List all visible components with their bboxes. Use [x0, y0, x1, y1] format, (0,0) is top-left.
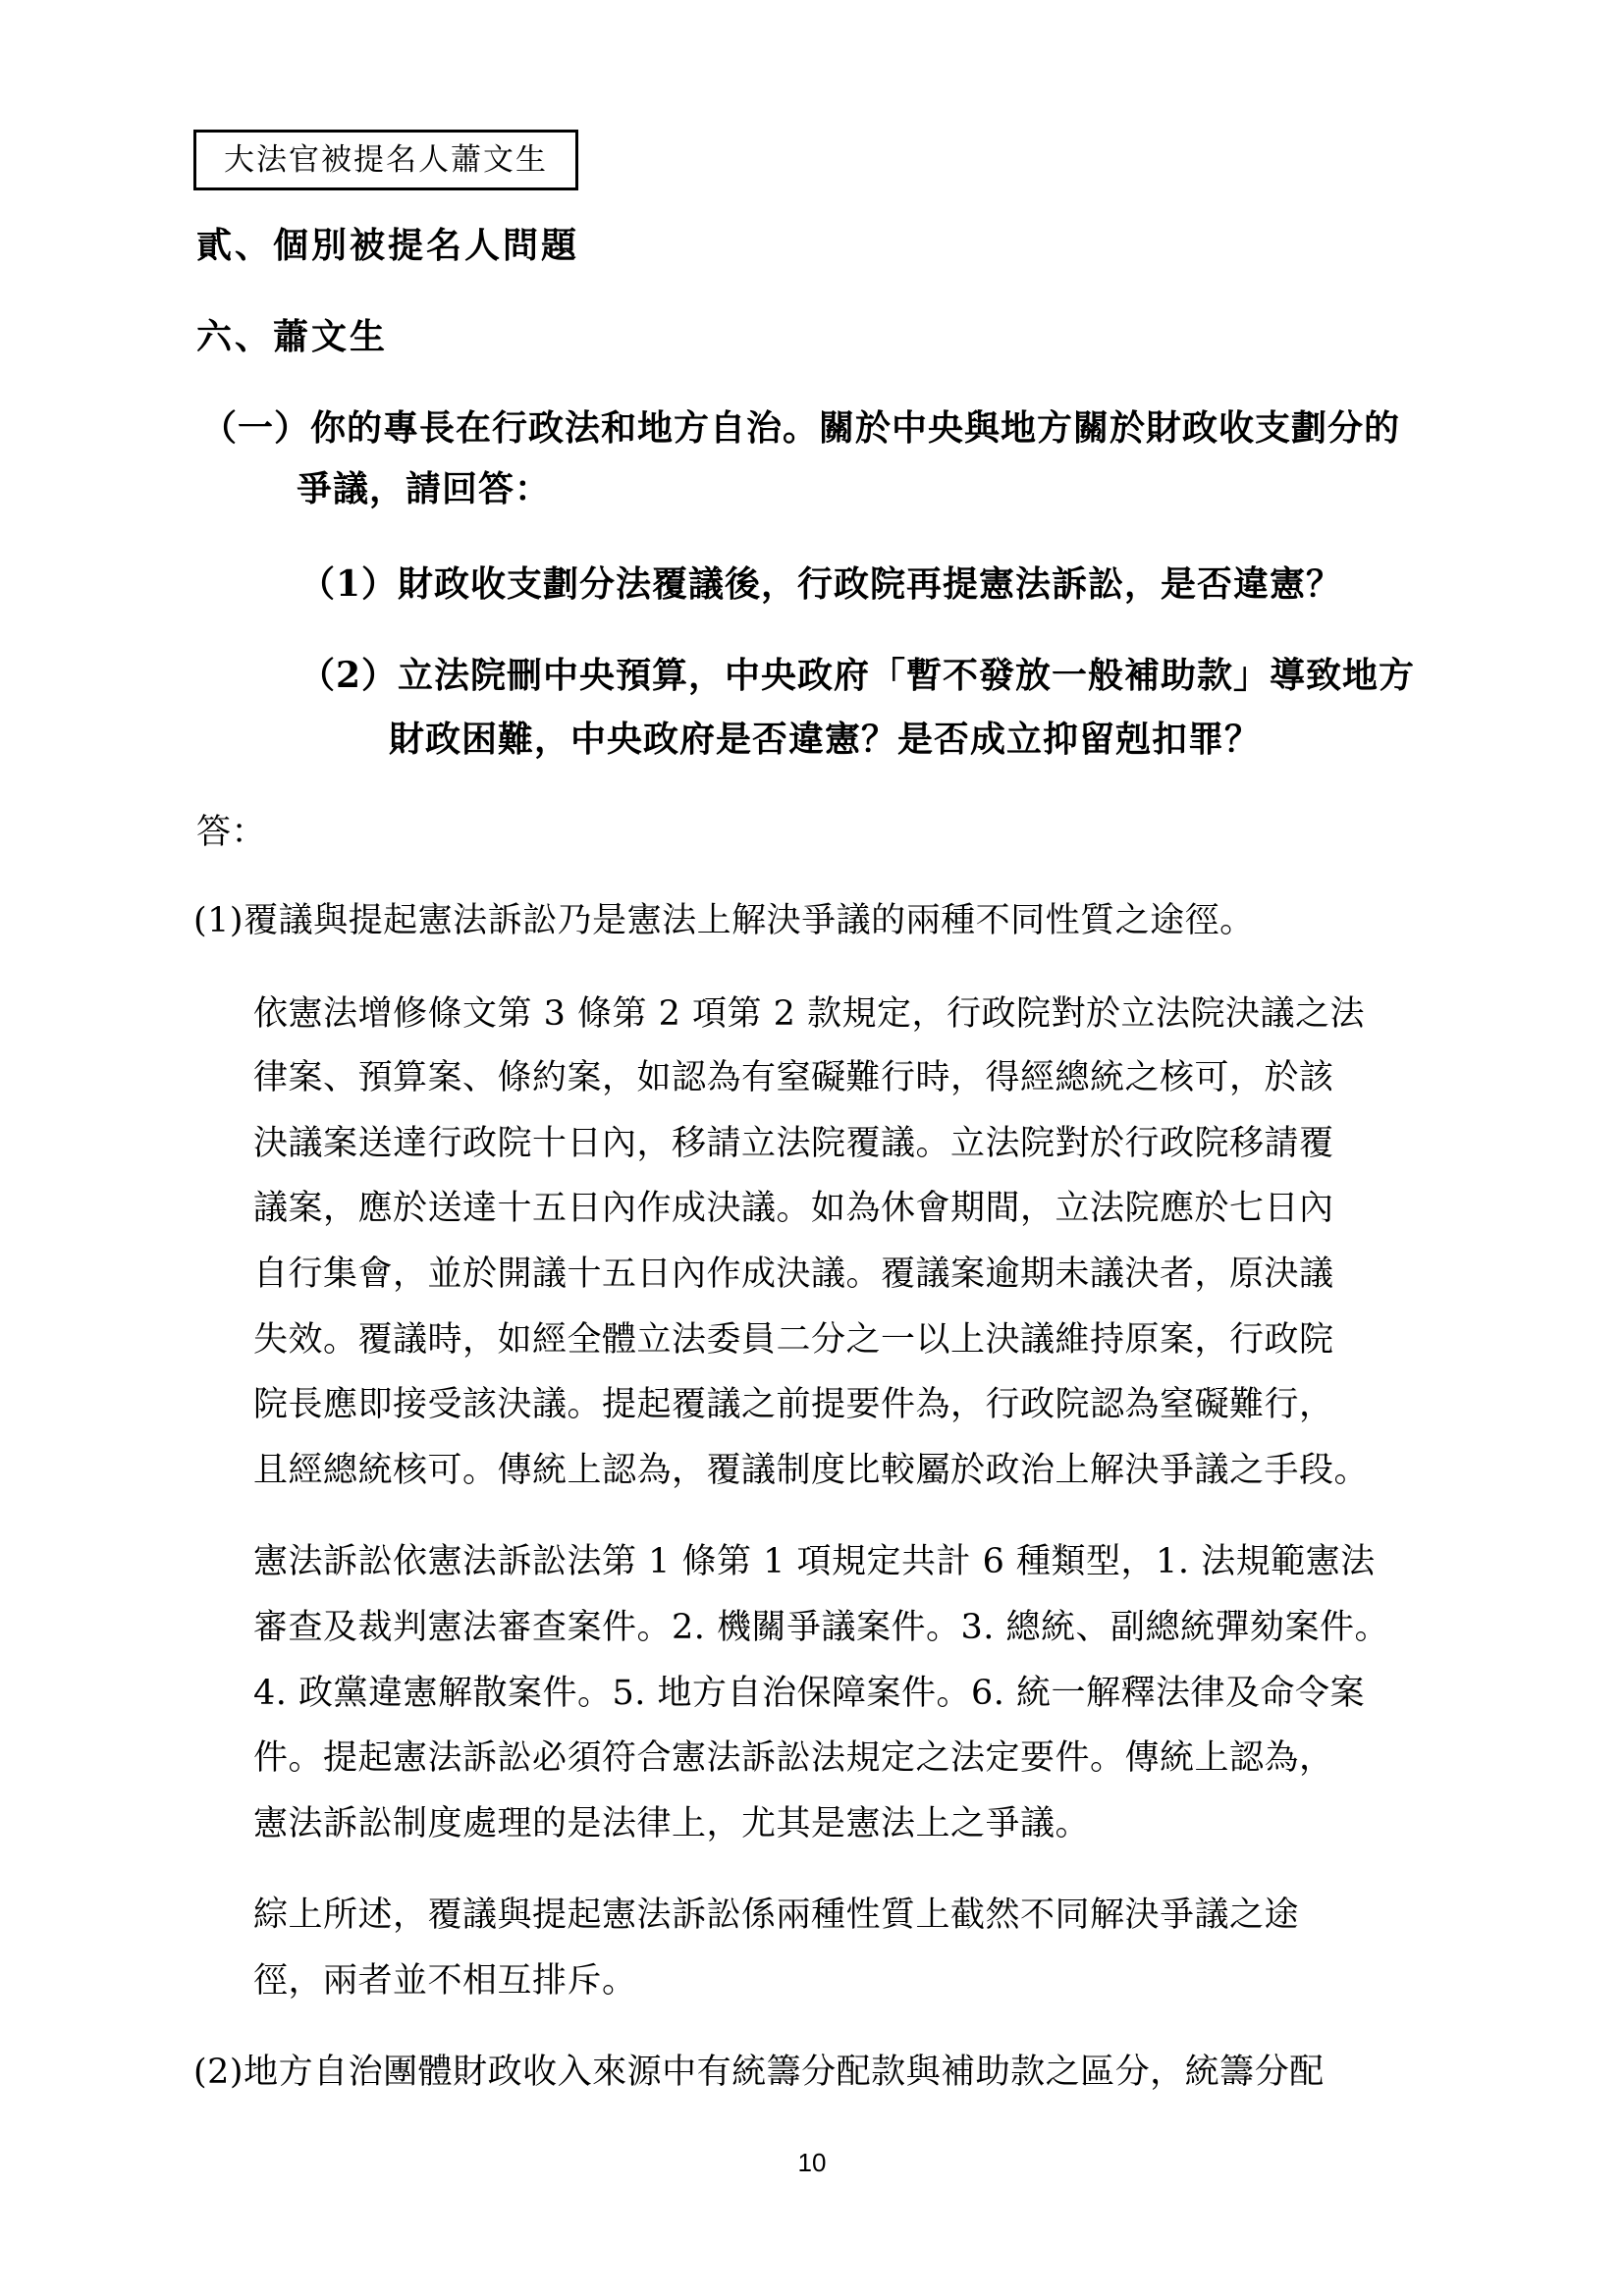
- paragraph-1-line-8: 且經總統核可。傳統上認為，覆議制度比較屬於政治上解決爭議之手段。: [253, 1451, 1370, 1490]
- paragraph-2-line-1: 憲法訴訟依憲法訴訟法第 1 條第 1 項規定共計 6 種類型，1. 法規範憲法: [253, 1542, 1376, 1581]
- paragraph-1-line-7: 院長應即接受該決議。提起覆議之前提要件為，行政院認為窒礙難行，: [253, 1385, 1334, 1424]
- nominee-tag-box: 大法官被提名人蕭文生: [193, 130, 578, 190]
- question-item-2-line-1: （2）立法院刪中央預算，中央政府「暫不發放一般補助款」導致地方: [299, 655, 1416, 696]
- paragraph-2-line-5: 憲法訴訟制度處理的是法律上，尤其是憲法上之爭議。: [253, 1804, 1091, 1843]
- answer-point-2-heading: (2)地方自治團體財政收入來源中有統籌分配款與補助款之區分，統籌分配: [193, 2053, 1325, 2092]
- paragraph-3-line-1: 綜上所述，覆議與提起憲法訴訟係兩種性質上截然不同解決爭議之途: [253, 1896, 1300, 1935]
- paragraph-2-line-2: 審查及裁判憲法審查案件。2. 機關爭議案件。3. 總統、副總統彈劾案件。: [253, 1608, 1390, 1647]
- paragraph-1-line-1: 依憲法增修條文第 3 條第 2 項第 2 款規定，行政院對於立法院決議之法: [253, 994, 1366, 1034]
- paragraph-3-line-2: 徑，兩者並不相互排斥。: [253, 1961, 637, 2001]
- section-title: 貳、個別被提名人問題: [196, 225, 580, 266]
- answer-point-1-heading: (1)覆議與提起憲法訴訟乃是憲法上解決爭議的兩種不同性質之途徑。: [193, 901, 1255, 940]
- question-item-2-line-2: 財政困難，中央政府是否違憲？是否成立抑留剋扣罪？: [389, 719, 1262, 760]
- paragraph-1-line-5: 自行集會，並於開議十五日內作成決議。覆議案逾期未議決者，原決議: [253, 1255, 1334, 1294]
- question-line-1: （一）你的專長在行政法和地方自治。關於中央與地方關於財政收支劃分的: [201, 407, 1401, 449]
- answer-label: 答：: [196, 813, 267, 852]
- paragraph-1-line-6: 失效。覆議時，如經全體立法委員二分之一以上決議維持原案，行政院: [253, 1320, 1334, 1360]
- paragraph-1-line-2: 律案、預算案、條約案，如認為有窒礙難行時，得經總統之核可，於該: [253, 1058, 1334, 1097]
- paragraph-2-line-4: 件。提起憲法訴訟必須符合憲法訴訟法規定之法定要件。傳統上認為，: [253, 1738, 1334, 1778]
- page-number: 10: [797, 2148, 827, 2177]
- subsection-title: 六、蕭文生: [196, 316, 389, 357]
- paragraph-1-line-4: 議案，應於送達十五日內作成決議。如為休會期間，立法院應於七日內: [253, 1189, 1334, 1228]
- question-line-2: 爭議，請回答：: [297, 468, 552, 509]
- paragraph-1-line-3: 決議案送達行政院十日內，移請立法院覆議。立法院對於行政院移請覆: [253, 1124, 1334, 1163]
- question-item-1-line-1: （1）財政收支劃分法覆議後，行政院再提憲法訴訟，是否違憲？: [299, 563, 1343, 605]
- paragraph-2-line-3: 4. 政黨違憲解散案件。5. 地方自治保障案件。6. 統一解釋法律及命令案: [253, 1674, 1366, 1713]
